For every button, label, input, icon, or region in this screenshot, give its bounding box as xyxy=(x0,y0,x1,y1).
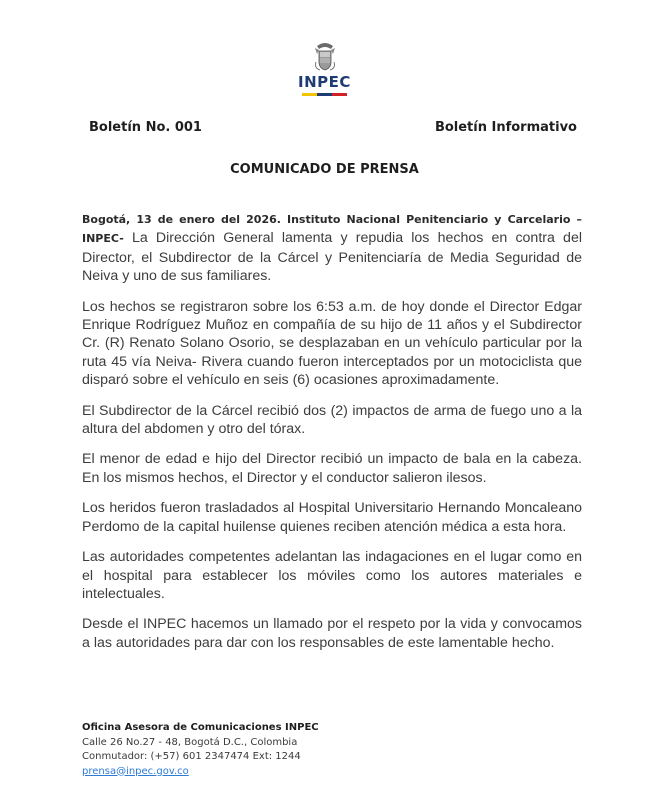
paragraph-3: El Subdirector de la Cárcel recibió dos (2) impactos de arma de fuego uno a la altura del abdomen y otro del tórax. xyxy=(82,402,582,438)
paragraph-4: El menor de edad e hijo del Director recibió un impacto de bala en la cabeza. En los mismos hechos, el Director y el conductor salieron ilesos. xyxy=(82,451,582,486)
email-link[interactable]: prensa@inpec.gov.co xyxy=(82,765,189,777)
paragraph-1-text: La Dirección General lamenta y repudia los hechos en contra del Director, el Subdirector de la Cárcel y Penitenciaría de Media Seguridad de Neiva y uno de sus familiares. xyxy=(82,230,582,285)
coat-of-arms-icon xyxy=(311,40,339,72)
dateline: Bogotá, 13 de enero del 2026. Instituto Nacional Penitenciario y Carcelario – INPEC- xyxy=(82,213,582,246)
bulletin-number: Boletín No. 001 xyxy=(89,120,202,135)
paragraph-7: Desde el INPEC hacemos un llamado por el respeto por la vida y convocamos a las autoridades para dar con los responsables de este lamentable hecho. xyxy=(82,616,582,651)
office-phone: Conmutador: (+57) 601 2347474 Ext: 1244 xyxy=(82,751,301,762)
inpec-logo xyxy=(0,40,649,96)
paragraph-1 xyxy=(82,210,582,286)
paragraph-6: Las autoridades competentes adelantan las indagaciones en el lugar como en el hospital para establecer los móviles como los autores materiales e intelectuales. xyxy=(82,549,582,602)
page-title: COMUNICADO DE PRENSA xyxy=(230,162,419,177)
logo-wordmark: INPEC xyxy=(298,73,351,91)
contact-footer xyxy=(82,721,502,779)
paragraph-5: Los heridos fueron trasladados al Hospital Universitario Hernando Moncaleano Perdomo de la capital huilense quienes reciben atención médica a esta hora. xyxy=(82,500,582,535)
paragraph-2: Los hechos se registraron sobre los 6:53 a.m. de hoy donde el Director Edgar Enrique Rodríguez Muñoz en compañía de su hijo de 11 años y el Subdirector Cr. (R) Renato Solano Osorio, se desplazaban en un vehículo particular por la ruta 45 vía Neiva- Rivera cuando fueron interceptados por un motociclista que disparó sobre el vehículo en seis (6) ocasiones aproximadamente. xyxy=(82,298,582,389)
office-address: Calle 26 No.27 - 48, Bogotá D.C., Colombia xyxy=(82,736,298,748)
bulletin-type: Boletín Informativo xyxy=(434,120,577,135)
office-name: Oficina Asesora de Comunicaciones INPEC xyxy=(82,722,319,733)
press-release-body xyxy=(82,210,582,664)
colombia-flag-stripe xyxy=(302,93,348,96)
